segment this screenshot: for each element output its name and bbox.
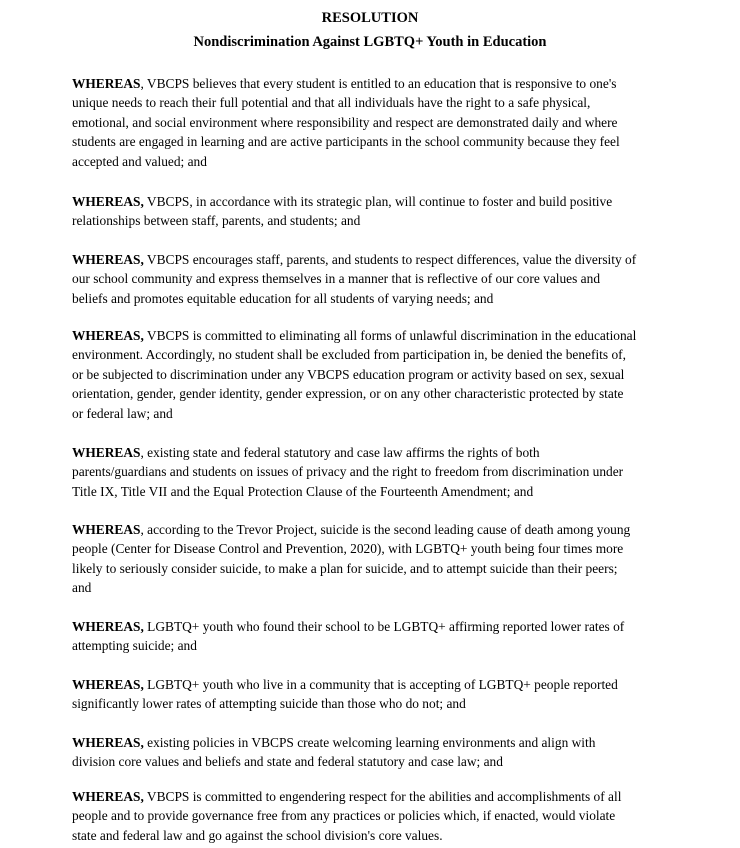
paragraph-line: accepted and valued; and xyxy=(72,153,207,169)
paragraph-line: parents/guardians and students on issues of privacy and the right to freedom from discrimination under xyxy=(72,464,624,480)
whereas-paragraph-6 xyxy=(72,520,672,598)
whereas-paragraph-4 xyxy=(72,326,672,423)
paragraph-line: unique needs to reach their full potential and that all individuals have the right to a safe physical, xyxy=(72,95,591,111)
whereas-lead: WHEREAS, xyxy=(72,328,144,343)
whereas-paragraph-3 xyxy=(72,250,672,308)
paragraph-line: or federal law; and xyxy=(72,405,173,421)
paragraph-line: or be subjected to discrimination under any VBCPS education program or activity based on sex, sexual xyxy=(72,366,625,382)
paragraph-line: significantly lower rates of attempting suicide than those who do not; and xyxy=(72,696,466,712)
whereas-lead: WHEREAS xyxy=(72,522,141,537)
line-text: VBCPS is committed to eliminating all forms of unlawful discrimination in the educational xyxy=(143,328,637,343)
line-text: existing policies in VBCPS create welcoming learning environments and align with xyxy=(143,735,596,750)
paragraph-line: orientation, gender, gender identity, gender expression, or on any other characteristic protected by state xyxy=(72,386,624,402)
document-subtitle: Nondiscrimination Against LGBTQ+ Youth in Education xyxy=(193,34,547,50)
line-text: , VBCPS believes that every student is entitled to an education that is responsive to one's xyxy=(140,76,617,91)
whereas-lead: WHEREAS, xyxy=(72,252,144,267)
paragraph-line xyxy=(72,787,672,806)
paragraph-line: our school community and express themselves in a manner that is reflective of our core values and xyxy=(72,271,601,287)
line-text: VBCPS is committed to engendering respect for the abilities and accomplishments of all xyxy=(143,789,622,804)
document-title: RESOLUTION xyxy=(321,10,419,26)
paragraph-line: Title IX, Title VII and the Equal Protection Clause of the Fourteenth Amendment; and xyxy=(72,483,534,499)
paragraph-line: students are engaged in learning and are active participants in the school community because they feel xyxy=(72,134,620,150)
whereas-paragraph-10 xyxy=(72,787,672,845)
whereas-paragraph-1 xyxy=(72,74,672,171)
paragraph-line xyxy=(72,520,672,539)
paragraph-line xyxy=(72,74,672,93)
paragraph-line xyxy=(72,250,672,269)
line-text: VBCPS, in accordance with its strategic plan, will continue to foster and build positive xyxy=(143,194,613,209)
paragraph-line: state and federal law and go against the school division's core values. xyxy=(72,827,443,843)
paragraph-line xyxy=(72,617,672,636)
whereas-lead: WHEREAS, xyxy=(72,619,144,634)
line-text: LGBTQ+ youth who live in a community that is accepting of LGBTQ+ people reported xyxy=(143,677,618,692)
paragraph-line: people and to provide governance free from any practices or policies which, if enacted, would violate xyxy=(72,808,616,824)
paragraph-line xyxy=(72,733,672,752)
line-text: LGBTQ+ youth who found their school to be LGBTQ+ affirming reported lower rates of xyxy=(143,619,625,634)
paragraph-line: and xyxy=(72,580,92,596)
line-text: , existing state and federal statutory and case law affirms the rights of both xyxy=(140,445,540,460)
paragraph-line: likely to seriously consider suicide, to make a plan for suicide, and to attempt suicide than their peers; xyxy=(72,560,618,576)
paragraph-line: relationships between staff, parents, and students; and xyxy=(72,213,361,229)
paragraph-line: beliefs and promotes equitable education for all students of varying needs; and xyxy=(72,290,494,306)
whereas-paragraph-7 xyxy=(72,617,672,656)
paragraph-line: division core values and beliefs and state and federal statutory and case law; and xyxy=(72,754,503,770)
paragraph-line: emotional, and social environment where responsibility and respect are demonstrated daily and where xyxy=(72,114,618,130)
whereas-paragraph-5 xyxy=(72,443,672,501)
paragraph-line: environment. Accordingly, no student shall be excluded from participation in, be denied the benefits of, xyxy=(72,347,626,363)
paragraph-line xyxy=(72,443,672,462)
whereas-paragraph-8 xyxy=(72,675,672,714)
line-text: , according to the Trevor Project, suicide is the second leading cause of death among young xyxy=(140,522,631,537)
whereas-lead: WHEREAS, xyxy=(72,735,144,750)
paragraph-line: attempting suicide; and xyxy=(72,638,197,654)
paragraph-line xyxy=(72,326,672,345)
whereas-lead: WHEREAS xyxy=(72,76,141,91)
whereas-paragraph-2 xyxy=(72,192,672,231)
whereas-lead: WHEREAS, xyxy=(72,677,144,692)
paragraph-line xyxy=(72,675,672,694)
paragraph-line: people (Center for Disease Control and Prevention, 2020), with LGBTQ+ youth being four times more xyxy=(72,541,624,557)
whereas-lead: WHEREAS xyxy=(72,445,141,460)
paragraph-line xyxy=(72,192,672,211)
whereas-lead: WHEREAS, xyxy=(72,789,144,804)
whereas-lead: WHEREAS, xyxy=(72,194,144,209)
line-text: VBCPS encourages staff, parents, and students to respect differences, value the diversity of xyxy=(143,252,637,267)
whereas-paragraph-9 xyxy=(72,733,672,772)
